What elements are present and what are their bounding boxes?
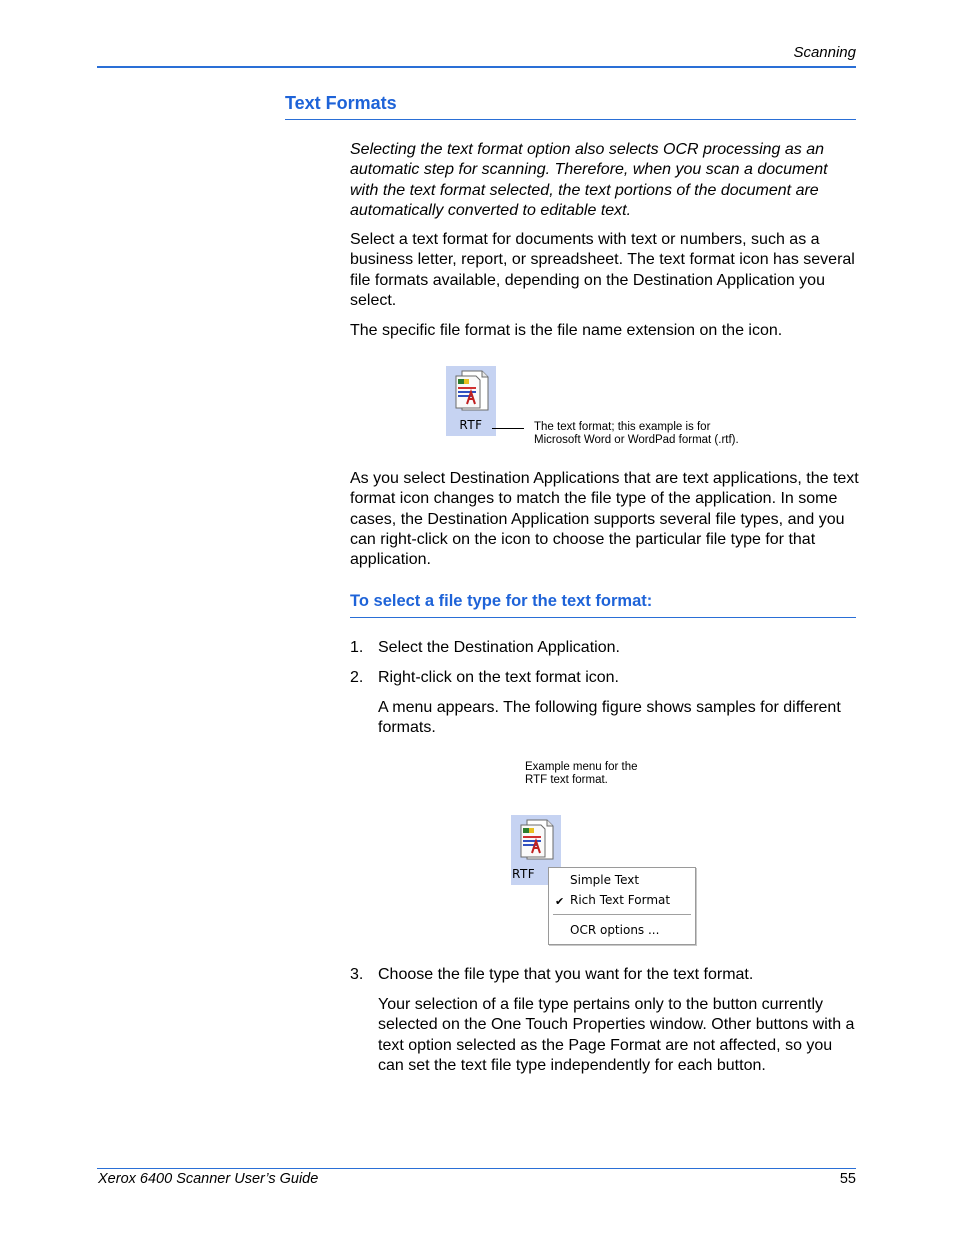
document-icon xyxy=(450,368,490,414)
document-icon xyxy=(515,817,555,863)
rtf-format-icon xyxy=(446,366,496,436)
step-1-text: Select the Destination Application. xyxy=(378,639,620,656)
paragraph-1: Select a text format for documents with text or numbers, such as a business letter, report, or spreadsheet. The text format icon has several file formats available, depending on the Destination Application you select. xyxy=(350,231,855,309)
caption-leader-line xyxy=(492,428,524,429)
figure1-caption-line1: The text format; this example is for xyxy=(534,421,711,433)
figure2-caption-line1: Example menu for the xyxy=(525,761,638,773)
checkmark-icon: ✔ xyxy=(555,896,565,908)
file-type-context-menu xyxy=(548,867,696,945)
procedure-rule xyxy=(350,617,856,618)
figure2-caption-line2: RTF text format. xyxy=(525,773,608,786)
title-rule xyxy=(285,119,856,120)
step-3-number: 3. xyxy=(350,966,364,983)
menu-separator xyxy=(553,914,691,915)
step-2-text: Right-click on the text format icon. xyxy=(378,669,619,686)
step-2-number: 2. xyxy=(350,669,364,686)
rtf-icon-label: RTF xyxy=(459,418,483,432)
rtf-icon-label: RTF xyxy=(512,867,536,881)
paragraph-2: The specific file format is the file name extension on the icon. xyxy=(350,322,783,339)
menu-item-simple-text[interactable]: Simple Text xyxy=(570,873,640,887)
menu-item-ocr-options[interactable]: OCR options ... xyxy=(570,923,660,937)
header-rule xyxy=(97,66,856,68)
intro-paragraph: Selecting the text format option also selects OCR processing as an automatic step for scanning. Therefore, when you scan a document with the text format selected, the text portions of the document are automatically converted to editable text. xyxy=(350,141,828,219)
running-header-section: Scanning xyxy=(793,44,856,61)
paragraph-3: As you select Destination Applications that are text applications, the text format icon changes to match the file type of the application. In some cases, the Destination Application supports several file types, and you can right-click on the icon to choose the particular file type for that application. xyxy=(350,470,859,569)
step-2-note: A menu appears. The following figure shows samples for different formats. xyxy=(378,699,841,737)
menu-item-rich-text-format[interactable]: Rich Text Format xyxy=(570,893,671,907)
footer-rule xyxy=(97,1168,856,1169)
procedure-heading: To select a file type for the text format: xyxy=(350,592,653,610)
section-title: Text Formats xyxy=(285,93,397,113)
figure2-caption xyxy=(525,761,638,786)
step-1-number: 1. xyxy=(350,639,364,656)
step-3-note: Your selection of a file type pertains only to the button currently selected on the One Touch Properties window. Other buttons with a text option selected as the Page Format are not affected, so you can set the text file type independently for each button. xyxy=(378,996,855,1074)
footer-page-number: 55 xyxy=(839,1171,856,1187)
figure1-caption-line2: Microsoft Word or WordPad format (.rtf). xyxy=(534,433,739,446)
footer-guide-title: Xerox 6400 Scanner User’s Guide xyxy=(98,1171,319,1187)
step-3-text: Choose the file type that you want for the text format. xyxy=(378,966,754,983)
figure1-caption xyxy=(534,421,739,446)
